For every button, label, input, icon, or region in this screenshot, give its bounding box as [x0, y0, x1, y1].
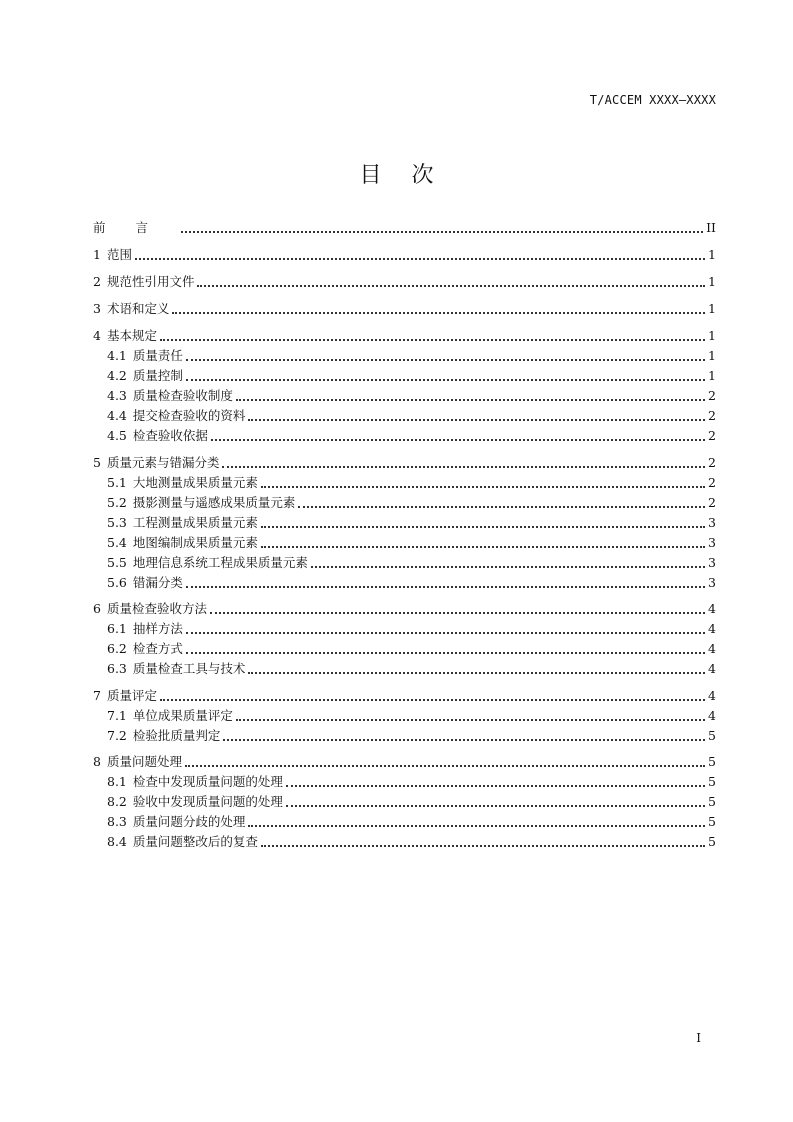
toc-entry-page: 3 — [708, 575, 716, 590]
dot-leader — [186, 574, 705, 588]
toc-entry-page: 3 — [708, 535, 716, 550]
toc-entry[interactable] — [107, 534, 716, 552]
toc-entry-number: 4 — [93, 328, 101, 343]
toc-entry-label: 检验批质量判定 — [132, 728, 221, 743]
toc-entry-number: 6.2 — [107, 641, 127, 656]
toc-entry[interactable] — [93, 246, 716, 264]
toc-entry-number: 4.3 — [107, 388, 127, 403]
toc-entry-label: 前言 — [93, 220, 179, 235]
toc-entry-page: 1 — [708, 301, 716, 316]
dot-leader — [248, 407, 705, 421]
toc-entry-page: 5 — [708, 774, 716, 789]
toc-entry-number: 8.1 — [107, 774, 127, 789]
toc-entry-page: 2 — [708, 495, 716, 510]
toc-entry-label: 检查中发现质量问题的处理 — [132, 774, 283, 789]
toc-entry-label: 质量评定 — [106, 688, 157, 703]
dot-leader — [186, 620, 705, 634]
toc-entry-number: 4.1 — [107, 348, 127, 363]
toc-entry-number: 4.2 — [107, 368, 127, 383]
toc-entry-page: 3 — [708, 555, 716, 570]
toc-entry-label: 质量检查验收制度 — [132, 388, 233, 403]
toc-entry-label: 提交检查验收的资料 — [132, 408, 246, 423]
dot-leader — [223, 727, 705, 741]
toc-entry[interactable] — [107, 407, 716, 425]
dot-leader — [135, 246, 705, 260]
dot-leader — [248, 813, 705, 827]
toc-entry-label: 大地测量成果质量元素 — [132, 475, 258, 490]
toc-entry-label: 摄影测量与遥感成果质量元素 — [132, 495, 296, 510]
toc-entry-number: 8 — [93, 754, 101, 769]
toc-entry-page: 5 — [708, 834, 716, 849]
toc-entry-page: 1 — [708, 368, 716, 383]
toc-entry[interactable] — [107, 707, 716, 725]
toc-entry-page: 4 — [708, 601, 716, 616]
toc-entry-number: 7.1 — [107, 708, 127, 723]
toc-entry-label: 单位成果质量评定 — [132, 708, 233, 723]
dot-leader — [286, 793, 705, 807]
toc-entry-label: 质量检查工具与技术 — [132, 661, 246, 676]
toc-entry-number: 2 — [93, 274, 101, 289]
toc-entry-number: 5.6 — [107, 575, 127, 590]
toc-entry-page: 3 — [708, 515, 716, 530]
toc-entry[interactable] — [93, 600, 716, 618]
toc-entry[interactable] — [107, 773, 716, 791]
toc-entry-label: 质量责任 — [132, 348, 183, 363]
toc-entry-number: 8.2 — [107, 794, 127, 809]
toc-entry-page: 4 — [708, 661, 716, 676]
toc-entry[interactable] — [107, 793, 716, 811]
dot-leader — [286, 773, 705, 787]
toc-entry[interactable] — [107, 574, 716, 592]
dot-leader — [298, 494, 705, 508]
dot-leader — [248, 660, 705, 674]
dot-leader — [186, 347, 705, 361]
toc-entry-number: 4.5 — [107, 428, 127, 443]
dot-leader — [236, 387, 705, 401]
dot-leader — [211, 427, 705, 441]
page-number: I — [696, 1031, 701, 1045]
dot-leader — [311, 554, 705, 568]
toc-entry-number: 5.4 — [107, 535, 127, 550]
toc-entry-number: 3 — [93, 301, 101, 316]
toc-entry-page: 1 — [708, 274, 716, 289]
toc-entry-page: 5 — [708, 794, 716, 809]
toc-entry[interactable] — [107, 640, 716, 658]
toc-entry-number: 6.3 — [107, 661, 127, 676]
toc-entry-number: 1 — [93, 247, 101, 262]
toc-entry[interactable] — [93, 219, 716, 237]
dot-leader — [181, 219, 703, 233]
toc-entry-page: 2 — [708, 388, 716, 403]
page-title: 目次 — [359, 163, 464, 188]
dot-leader — [185, 753, 705, 767]
toc-entry-label: 地理信息系统工程成果质量元素 — [132, 555, 308, 570]
dot-leader — [261, 833, 705, 847]
toc-entry[interactable] — [107, 813, 716, 831]
toc-entry-label: 术语和定义 — [106, 301, 170, 316]
toc-entry-label: 检查验收依据 — [132, 428, 208, 443]
toc-entry-number: 6.1 — [107, 621, 127, 636]
dot-leader — [186, 640, 705, 654]
dot-leader — [210, 600, 705, 614]
toc-entry-page: 4 — [708, 708, 716, 723]
toc-entry[interactable] — [107, 474, 716, 492]
toc-entry[interactable] — [93, 300, 716, 318]
dot-leader — [236, 707, 705, 721]
toc-entry-page: 4 — [708, 688, 716, 703]
toc-entry-page: 1 — [708, 348, 716, 363]
dot-leader — [186, 367, 705, 381]
toc-entry-label: 错漏分类 — [132, 575, 183, 590]
toc-entry-page: 1 — [708, 247, 716, 262]
toc-entry-page: 2 — [708, 455, 716, 470]
toc-entry[interactable] — [107, 833, 716, 851]
toc-entry-label: 地图编制成果质量元素 — [132, 535, 258, 550]
toc-entry-number: 6 — [93, 601, 101, 616]
toc-entry-number: 8.3 — [107, 814, 127, 829]
toc-entry[interactable] — [107, 347, 716, 365]
toc-entry[interactable] — [93, 273, 716, 291]
toc-entry-page: 4 — [708, 621, 716, 636]
toc-entry[interactable] — [93, 454, 716, 472]
toc-entry[interactable] — [107, 367, 716, 385]
toc-entry[interactable] — [93, 687, 716, 705]
dot-leader — [172, 300, 705, 314]
dot-leader — [160, 687, 705, 701]
toc-entry-label: 质量问题整改后的复查 — [132, 834, 258, 849]
toc-entry-number: 7.2 — [107, 728, 127, 743]
toc-entry-label: 抽样方法 — [132, 621, 183, 636]
toc-entry[interactable] — [107, 494, 716, 512]
toc-entry-page: 5 — [708, 728, 716, 743]
toc-entry-page: 1 — [708, 328, 716, 343]
dot-leader — [197, 273, 705, 287]
toc-entry-label: 质量检查验收方法 — [106, 601, 207, 616]
toc-entry[interactable] — [107, 554, 716, 572]
dot-leader — [261, 474, 705, 488]
dot-leader — [222, 454, 705, 468]
toc-entry-label: 基本规定 — [106, 328, 157, 343]
toc-entry-page: 5 — [708, 754, 716, 769]
toc-entry[interactable] — [93, 327, 716, 345]
toc-entry-label: 检查方式 — [132, 641, 183, 656]
toc-entry-page: 4 — [708, 641, 716, 656]
toc-entry-label: 质量问题分歧的处理 — [132, 814, 246, 829]
toc-entry-label: 质量元素与错漏分类 — [106, 455, 220, 470]
toc-entry[interactable] — [107, 387, 716, 405]
toc-entry-label: 规范性引用文件 — [106, 274, 195, 289]
toc-entry-page: 2 — [708, 475, 716, 490]
toc-entry-label: 工程测量成果质量元素 — [132, 515, 258, 530]
toc-entry-label: 质量问题处理 — [106, 754, 182, 769]
toc-entry[interactable] — [107, 514, 716, 532]
toc-entry-number: 5.2 — [107, 495, 127, 510]
toc-entry-number: 5.3 — [107, 515, 127, 530]
toc-entry[interactable] — [93, 753, 716, 771]
dot-leader — [160, 327, 705, 341]
toc-entry-page: 2 — [708, 408, 716, 423]
toc-entry-number: 5.5 — [107, 555, 127, 570]
toc-entry-number: 8.4 — [107, 834, 127, 849]
toc-entry-label: 验收中发现质量问题的处理 — [132, 794, 283, 809]
toc-entry-number: 4.4 — [107, 408, 127, 423]
toc-entry-number: 5.1 — [107, 475, 127, 490]
toc-entry[interactable] — [107, 660, 716, 678]
toc-entry-page: 5 — [708, 814, 716, 829]
toc-entry-page: II — [706, 220, 716, 235]
toc-entry-label: 质量控制 — [132, 368, 183, 383]
dot-leader — [261, 534, 705, 548]
toc-entry-page: 2 — [708, 428, 716, 443]
toc-entry-number: 5 — [93, 455, 101, 470]
toc-entry[interactable] — [107, 620, 716, 638]
document-code: T/ACCEM XXXX—XXXX — [589, 93, 716, 107]
toc-entry[interactable] — [107, 427, 716, 445]
toc-entry[interactable] — [107, 727, 716, 745]
toc-entry-number: 7 — [93, 688, 101, 703]
toc-entry-label: 范围 — [106, 247, 132, 262]
dot-leader — [261, 514, 705, 528]
